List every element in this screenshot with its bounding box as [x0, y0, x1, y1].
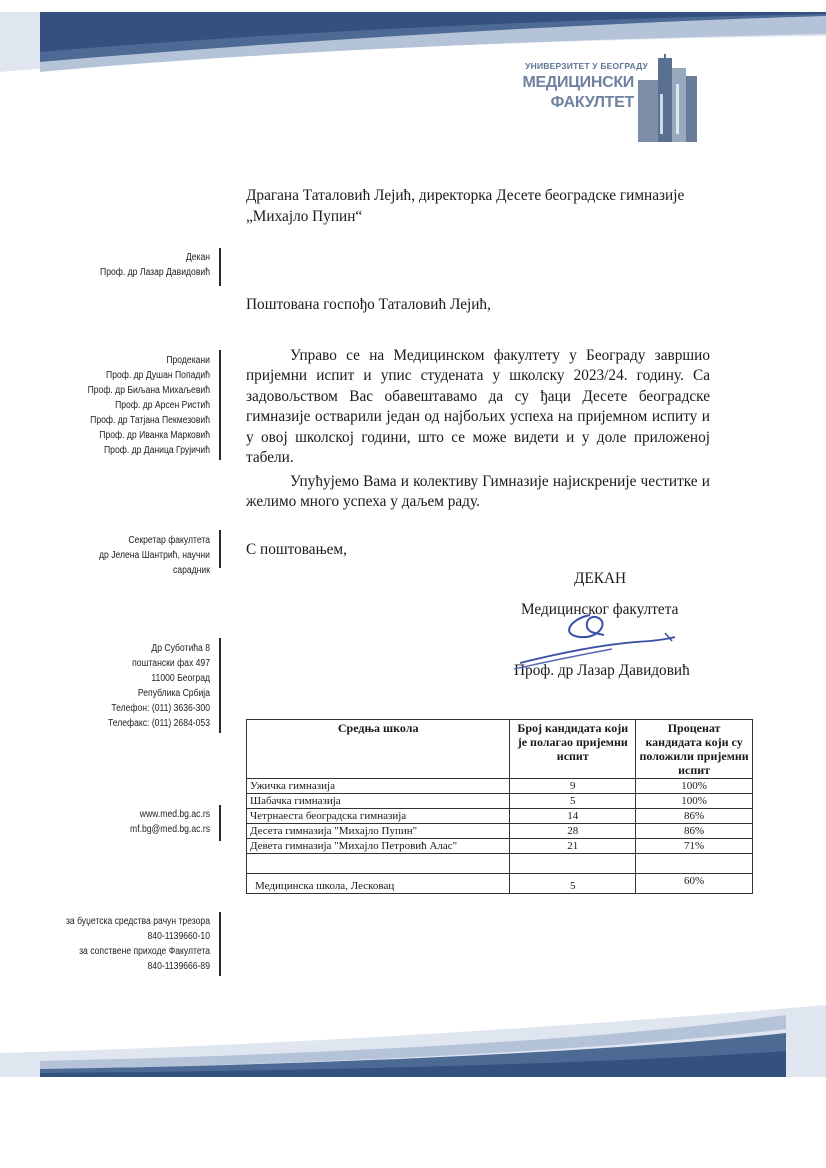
table-header-row	[247, 720, 753, 779]
cell-count: 21	[510, 839, 636, 854]
letter-paragraph-2: Упућујемо Вама и колективу Гимназије најискреније честитке и желимо много успеха у даљем раду.	[246, 473, 710, 511]
cell-percent	[636, 854, 753, 874]
faculty-name-line1: МЕДИЦИНСКИ	[522, 74, 634, 91]
recipient-line1: Драгана Таталовић Лејић, директорка Десете београдске гимназије	[246, 187, 685, 204]
cell-school: Медицинска школа, Лесковац	[247, 874, 510, 894]
salutation: Поштована госпођо Таталовић Лејић,	[246, 296, 491, 313]
sidebar-divider	[219, 912, 221, 976]
cell-school: Четрнаеста београдска гимназија	[247, 809, 510, 824]
table-row	[247, 809, 753, 824]
fax-line: Телефакс: (011) 2684-053	[107, 718, 210, 729]
cell-count	[510, 854, 636, 874]
vice-dean: Проф. др Иванка Марковић	[99, 430, 210, 441]
recipient-line2: „Михајло Пупин“	[246, 208, 363, 225]
cell-percent: 100%	[636, 779, 753, 794]
vice-dean: Проф. др Арсен Ристић	[115, 400, 210, 411]
vice-title: Продекани	[166, 355, 210, 366]
sidebar-address	[64, 641, 210, 731]
cell-school: Ужичка гимназија	[247, 779, 510, 794]
website-link[interactable]: www.med.bg.ac.rs	[139, 809, 210, 820]
table-row	[247, 839, 753, 854]
cell-count: 28	[510, 824, 636, 839]
table-row	[247, 779, 753, 794]
address-line: Република Србија	[137, 688, 210, 699]
signature-icon	[500, 605, 690, 685]
address-line: 11000 Београд	[151, 673, 210, 684]
university-label: УНИВЕРЗИТЕТ У БЕОГРАДУ	[525, 61, 648, 71]
sidebar-dean	[64, 250, 210, 280]
address-line: Др Суботића 8	[151, 643, 210, 654]
sign-faculty: Медицинског факултета	[521, 601, 679, 618]
cell-percent: 86%	[636, 809, 753, 824]
secretary-title: Секретар факултета	[128, 535, 210, 546]
sidebar-divider	[219, 248, 221, 286]
cell-school: Девета гимназија "Михајло Петровић Алас"	[247, 839, 510, 854]
cell-percent: 71%	[636, 839, 753, 854]
sidebar-divider	[219, 530, 221, 568]
faculty-name-line2: ФАКУЛТЕТ	[550, 94, 634, 111]
sidebar-divider	[219, 805, 221, 841]
account-label: за сопствене приходе Факултета	[79, 946, 211, 957]
table-row	[247, 794, 753, 809]
cell-percent: 60%	[636, 874, 753, 894]
results-table	[246, 719, 753, 894]
cell-school: Шабачка гимназија	[247, 794, 510, 809]
table-row	[247, 874, 753, 894]
header-count: Број кандидата који је полагао пријемни испит	[510, 720, 636, 779]
building-logo-icon	[636, 54, 700, 144]
sidebar-secretary	[64, 533, 210, 578]
sign-title: ДЕКАН	[574, 570, 627, 587]
cell-count: 9	[510, 779, 636, 794]
email-link[interactable]: mf.bg@med.bg.ac.rs	[130, 824, 210, 835]
account-label: за буџетска средства рачун трезора	[65, 916, 210, 927]
sidebar-divider	[219, 638, 221, 733]
header-percent: Проценат кандидата који су положили пријемни испит	[636, 720, 753, 779]
closing: С поштовањем,	[246, 541, 347, 558]
dean-title: Декан	[185, 252, 210, 263]
cell-count: 5	[510, 794, 636, 809]
footer-wave	[0, 1005, 826, 1085]
account-number: 840-1139666-89	[147, 961, 210, 972]
phone-line: Телефон: (011) 3636-300	[111, 703, 210, 714]
sidebar-web	[64, 807, 210, 837]
sign-name: Проф. др Лазар Давидовић	[514, 662, 690, 679]
cell-count: 5	[510, 874, 636, 894]
table-row-empty	[247, 854, 753, 874]
sidebar-vice-deans	[64, 353, 210, 458]
cell-percent: 86%	[636, 824, 753, 839]
cell-school: Десета гимназија "Михајло Пупин"	[247, 824, 510, 839]
address-line: поштански фах 497	[132, 658, 210, 669]
table-row	[247, 824, 753, 839]
vice-dean: Проф. др Татјана Пекмезовић	[90, 415, 210, 426]
letter-paragraph-1: Управо се на Медицинском факултету у Београду завршио пријемни испит и упис студената у школску 2023/24. годину. Са задовољством Вас обавештавамо да су ђаци Десете београдске гимназије остварили један од најбољих успеха на пријемном испиту и у овој школској години, што се може видети и у доле приложеној табели.	[246, 347, 710, 467]
secretary-name: др Јелена Шантрић, научни сарадник	[99, 550, 210, 576]
header-wave	[0, 0, 826, 90]
dean-name: Проф. др Лазар Давидовић	[100, 267, 210, 278]
sidebar-divider	[219, 350, 221, 460]
cell-count: 14	[510, 809, 636, 824]
vice-dean: Проф. др Душан Попадић	[106, 370, 210, 381]
header-school: Средња школа	[247, 720, 510, 779]
sidebar-accounts	[64, 914, 210, 974]
vice-dean: Проф. др Биљана Михаљевић	[87, 385, 210, 396]
cell-school	[247, 854, 510, 874]
cell-percent: 100%	[636, 794, 753, 809]
vice-dean: Проф. др Даница Грујичић	[104, 445, 210, 456]
account-number: 840-1139660-10	[147, 931, 210, 942]
